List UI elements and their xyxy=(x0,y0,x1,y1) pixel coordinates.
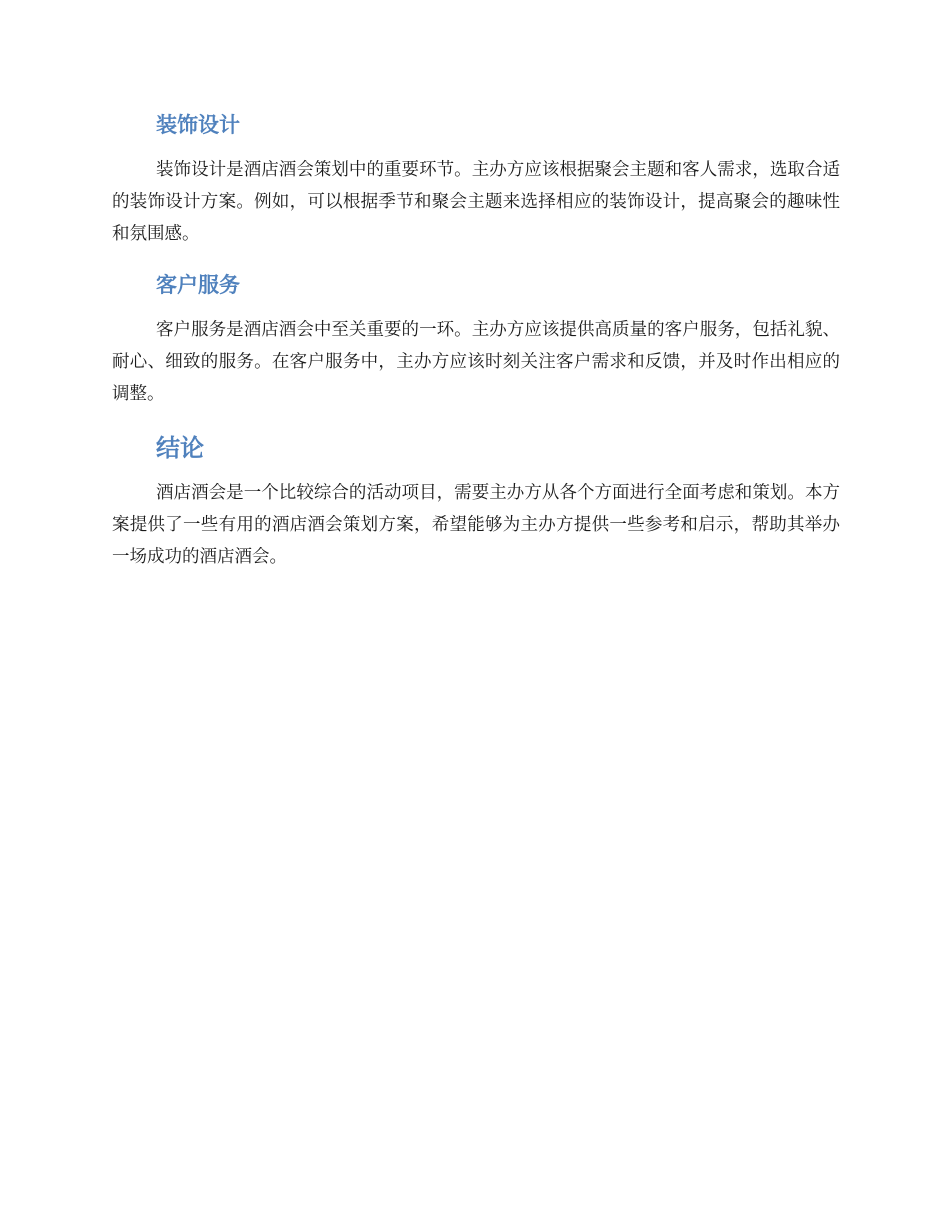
section-decoration-design xyxy=(112,110,840,250)
section-paragraph: 装饰设计是酒店酒会策划中的重要环节。主办方应该根据聚会主题和客人需求，选取合适的装饰设计方案。例如，可以根据季节和聚会主题来选择相应的装饰设计，提高聚会的趣味性和氛围感。 xyxy=(112,160,840,244)
section-customer-service xyxy=(112,270,840,410)
section-heading: 装饰设计 xyxy=(156,113,240,137)
section-paragraph: 客户服务是酒店酒会中至关重要的一环。主办方应该提供高质量的客户服务，包括礼貌、耐心、细致的服务。在客户服务中，主办方应该时刻关注客户需求和反馈，并及时作出相应的调整。 xyxy=(112,320,840,404)
section-conclusion xyxy=(112,433,840,573)
section-heading: 客户服务 xyxy=(156,273,240,297)
section-paragraph: 酒店酒会是一个比较综合的活动项目，需要主办方从各个方面进行全面考虑和策划。本方案提供了一些有用的酒店酒会策划方案，希望能够为主办方提供一些参考和启示，帮助其举办一场成功的酒店酒会。 xyxy=(112,483,840,567)
section-heading: 结论 xyxy=(156,434,204,462)
